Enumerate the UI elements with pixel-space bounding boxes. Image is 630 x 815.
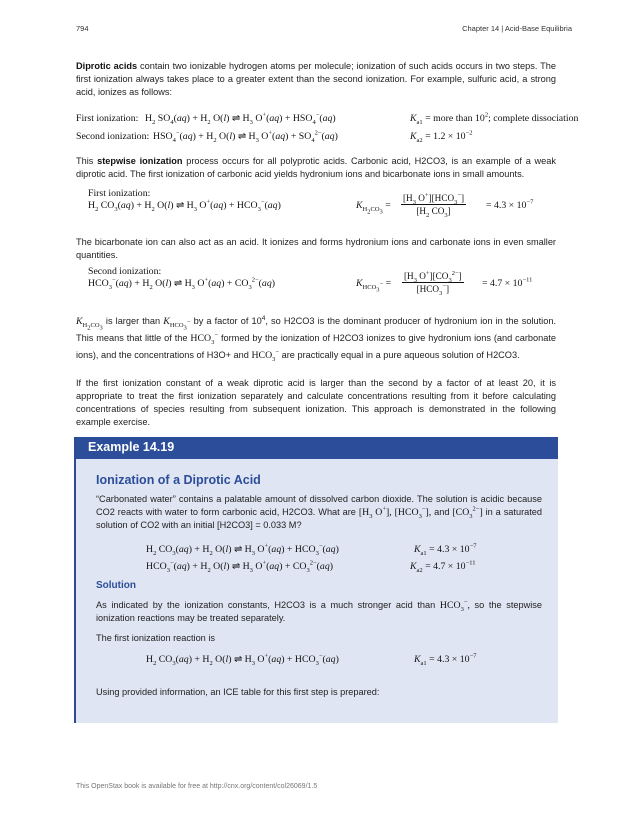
- bicarbonate-paragraph: The bicarbonate ion can also act as an acid. It ionizes and forms hydronium ions and carbonate ions in even smaller quantities.: [76, 237, 556, 260]
- sulfuric-second-label: Second ionization:: [76, 131, 150, 142]
- example-ka1-repeat: $K_{a1} = 4.3 \times 10^{-7}$: [414, 652, 477, 667]
- term-diprotic-acids: Diprotic acids: [76, 61, 138, 71]
- carbonic-first-k-symbol: $K_{H_2CO_3}$ =: [356, 200, 391, 216]
- example-ka1: $K_{a1} = 4.3 \times 10^{-7}$: [414, 542, 477, 557]
- intro-paragraph: [76, 60, 556, 99]
- example-ka2: $K_{a2} = 4.7 \times 10^{-11}$: [410, 559, 476, 574]
- carbonic-second-fraction: [$H_3$ $O^+][CO_3^{2-}]$ $[HCO_3^-]$: [404, 269, 462, 297]
- stepwise-paragraph: This stepwise ionization process occurs for all polyprotic acids. Carbonic acid, H2CO3, is an example of a weak diprotic acid. The first ionization of carbonic acid yields hydronium ions and bicarbonate ions in small amounts.: [76, 156, 556, 179]
- solution-heading: Solution: [96, 580, 136, 591]
- first-reaction-text: The first ionization reaction is: [96, 633, 215, 643]
- carbonic-second-equation: $HCO_3^-(aq) + H_2$ O(l) ⇌ $H_3$ $O^+(aq) + CO_3^{2-}(aq)$: [88, 276, 275, 291]
- sulfuric-second-equation: $HSO_4^-(aq) + H_2$ O(l) ⇌ $H_3$ $O^+(aq) + SO_4^{2-}(aq)$: [153, 129, 338, 144]
- carbonic-first-k-value: = $4.3 \times 10^{-7}$: [486, 198, 534, 211]
- example-header-bar: [76, 437, 558, 459]
- term-stepwise-ionization: stepwise ionization: [97, 156, 183, 166]
- comparison-paragraph: $K_{H_2CO_3}$ is larger than $K_{HCO_3^-}$ by a factor of $10^4$, so H2CO3 is the dominant producer of hydronium ion in the solution. This means that little of the $HCO_3^-$ formed by the ionization of H2CO3 ionizes to give hydronium ions (and carbonate ions), and the concentrations of H3O+ and $HCO_3^-$ are practically equal in a pure aqueous solution of H2CO3.: [76, 314, 556, 363]
- example-box: [74, 437, 558, 723]
- carbonic-second-k-symbol: $K_{HCO_3^-}$ =: [356, 278, 392, 294]
- approach-paragraph: If the first ionization constant of a weak diprotic acid is larger than the second by a factor of at least 20, it is appropriate to treat the first ionization separately and calculate concentrations resulting from it before calculating concentrations of species resulting from subsequent ionization. This approach is demonstrated in the following example exercise.: [76, 378, 556, 427]
- page-number: 794: [76, 24, 89, 33]
- ice-text: Using provided information, an ICE table for this first step is prepared:: [96, 687, 380, 697]
- example-eq2: $HCO_3^-(aq) + H_2$ O(l) ⇌ $H_3$ $O^+(aq) + CO_3^{2-}(aq)$: [146, 559, 333, 574]
- carbonic-first-equation: $H_2$ $CO_3(aq) + H_2$ O(l) ⇌ $H_3$ $O^+(aq) + HCO_3^-(aq)$: [88, 198, 281, 213]
- sulfuric-second-k: $K_{a2} = 1.2 \times 10^{-2}$: [410, 129, 473, 144]
- chapter-title: Chapter 14 | Acid-Base Equilibria: [462, 24, 572, 33]
- carbonic-first-fraction: [$H_3$ $O^+][HCO_3^-]$ [$H_2$ $CO_3$]: [403, 191, 465, 219]
- footer: This OpenStax book is available for free at http://cnx.org/content/col26069/1.5: [76, 783, 318, 790]
- solution-text: As indicated by the ionization constants, H2CO3 is a much stronger acid than $HCO_3^-$, so the stepwise ionization reactions may be treated separately.: [96, 598, 542, 623]
- example-title: Ionization of a Diprotic Acid: [96, 473, 261, 487]
- intro-text: contain two ionizable hydrogen atoms per molecule; ionization of such acids occurs in two steps. The first ionization always takes place to a greater extent than the second ionization. For example, sulfuric acid, a strong acid, ionizes as follows:: [76, 61, 556, 97]
- sulfuric-first-label: First ionization:: [76, 113, 139, 124]
- example-problem: “Carbonated water” contains a palatable amount of dissolved carbon dioxide. The solution is acidic because CO2 reacts with water to form carbonic acid, H2CO3. What are [$H_3$ O+], $[HCO_3^-]$, and $[CO_3^{2-}]$ in a saturated solution of CO2 with an initial [H2CO3] = 0.033 M?: [96, 494, 543, 530]
- example-eq1: $H_2$ $CO_3(aq) + H_2$ O(l) ⇌ $H_3$ $O^+(aq) + HCO_3^-(aq)$: [146, 542, 339, 557]
- sulfuric-first-k: $K_{a1}$ = more than $10^2$; complete dissociation: [410, 111, 579, 126]
- carbonic-second-label: Second ionization:: [88, 266, 162, 277]
- carbonic-second-k-value: = $4.7 \times 10^{-11}$: [482, 276, 533, 289]
- example-label: Example 14.19: [88, 440, 175, 454]
- example-eq3: $H_2$ $CO_3(aq) + H_2$ O(l) ⇌ $H_3$ $O^+(aq) + HCO_3^-(aq)$: [146, 652, 339, 667]
- sulfuric-first-equation: $H_2$ $SO_4(aq) + H_2$ O(l) ⇌ $H_3$ $O^+(aq) + HSO_4^-(aq)$: [145, 111, 336, 126]
- carbonic-first-label: First ionization:: [88, 188, 151, 199]
